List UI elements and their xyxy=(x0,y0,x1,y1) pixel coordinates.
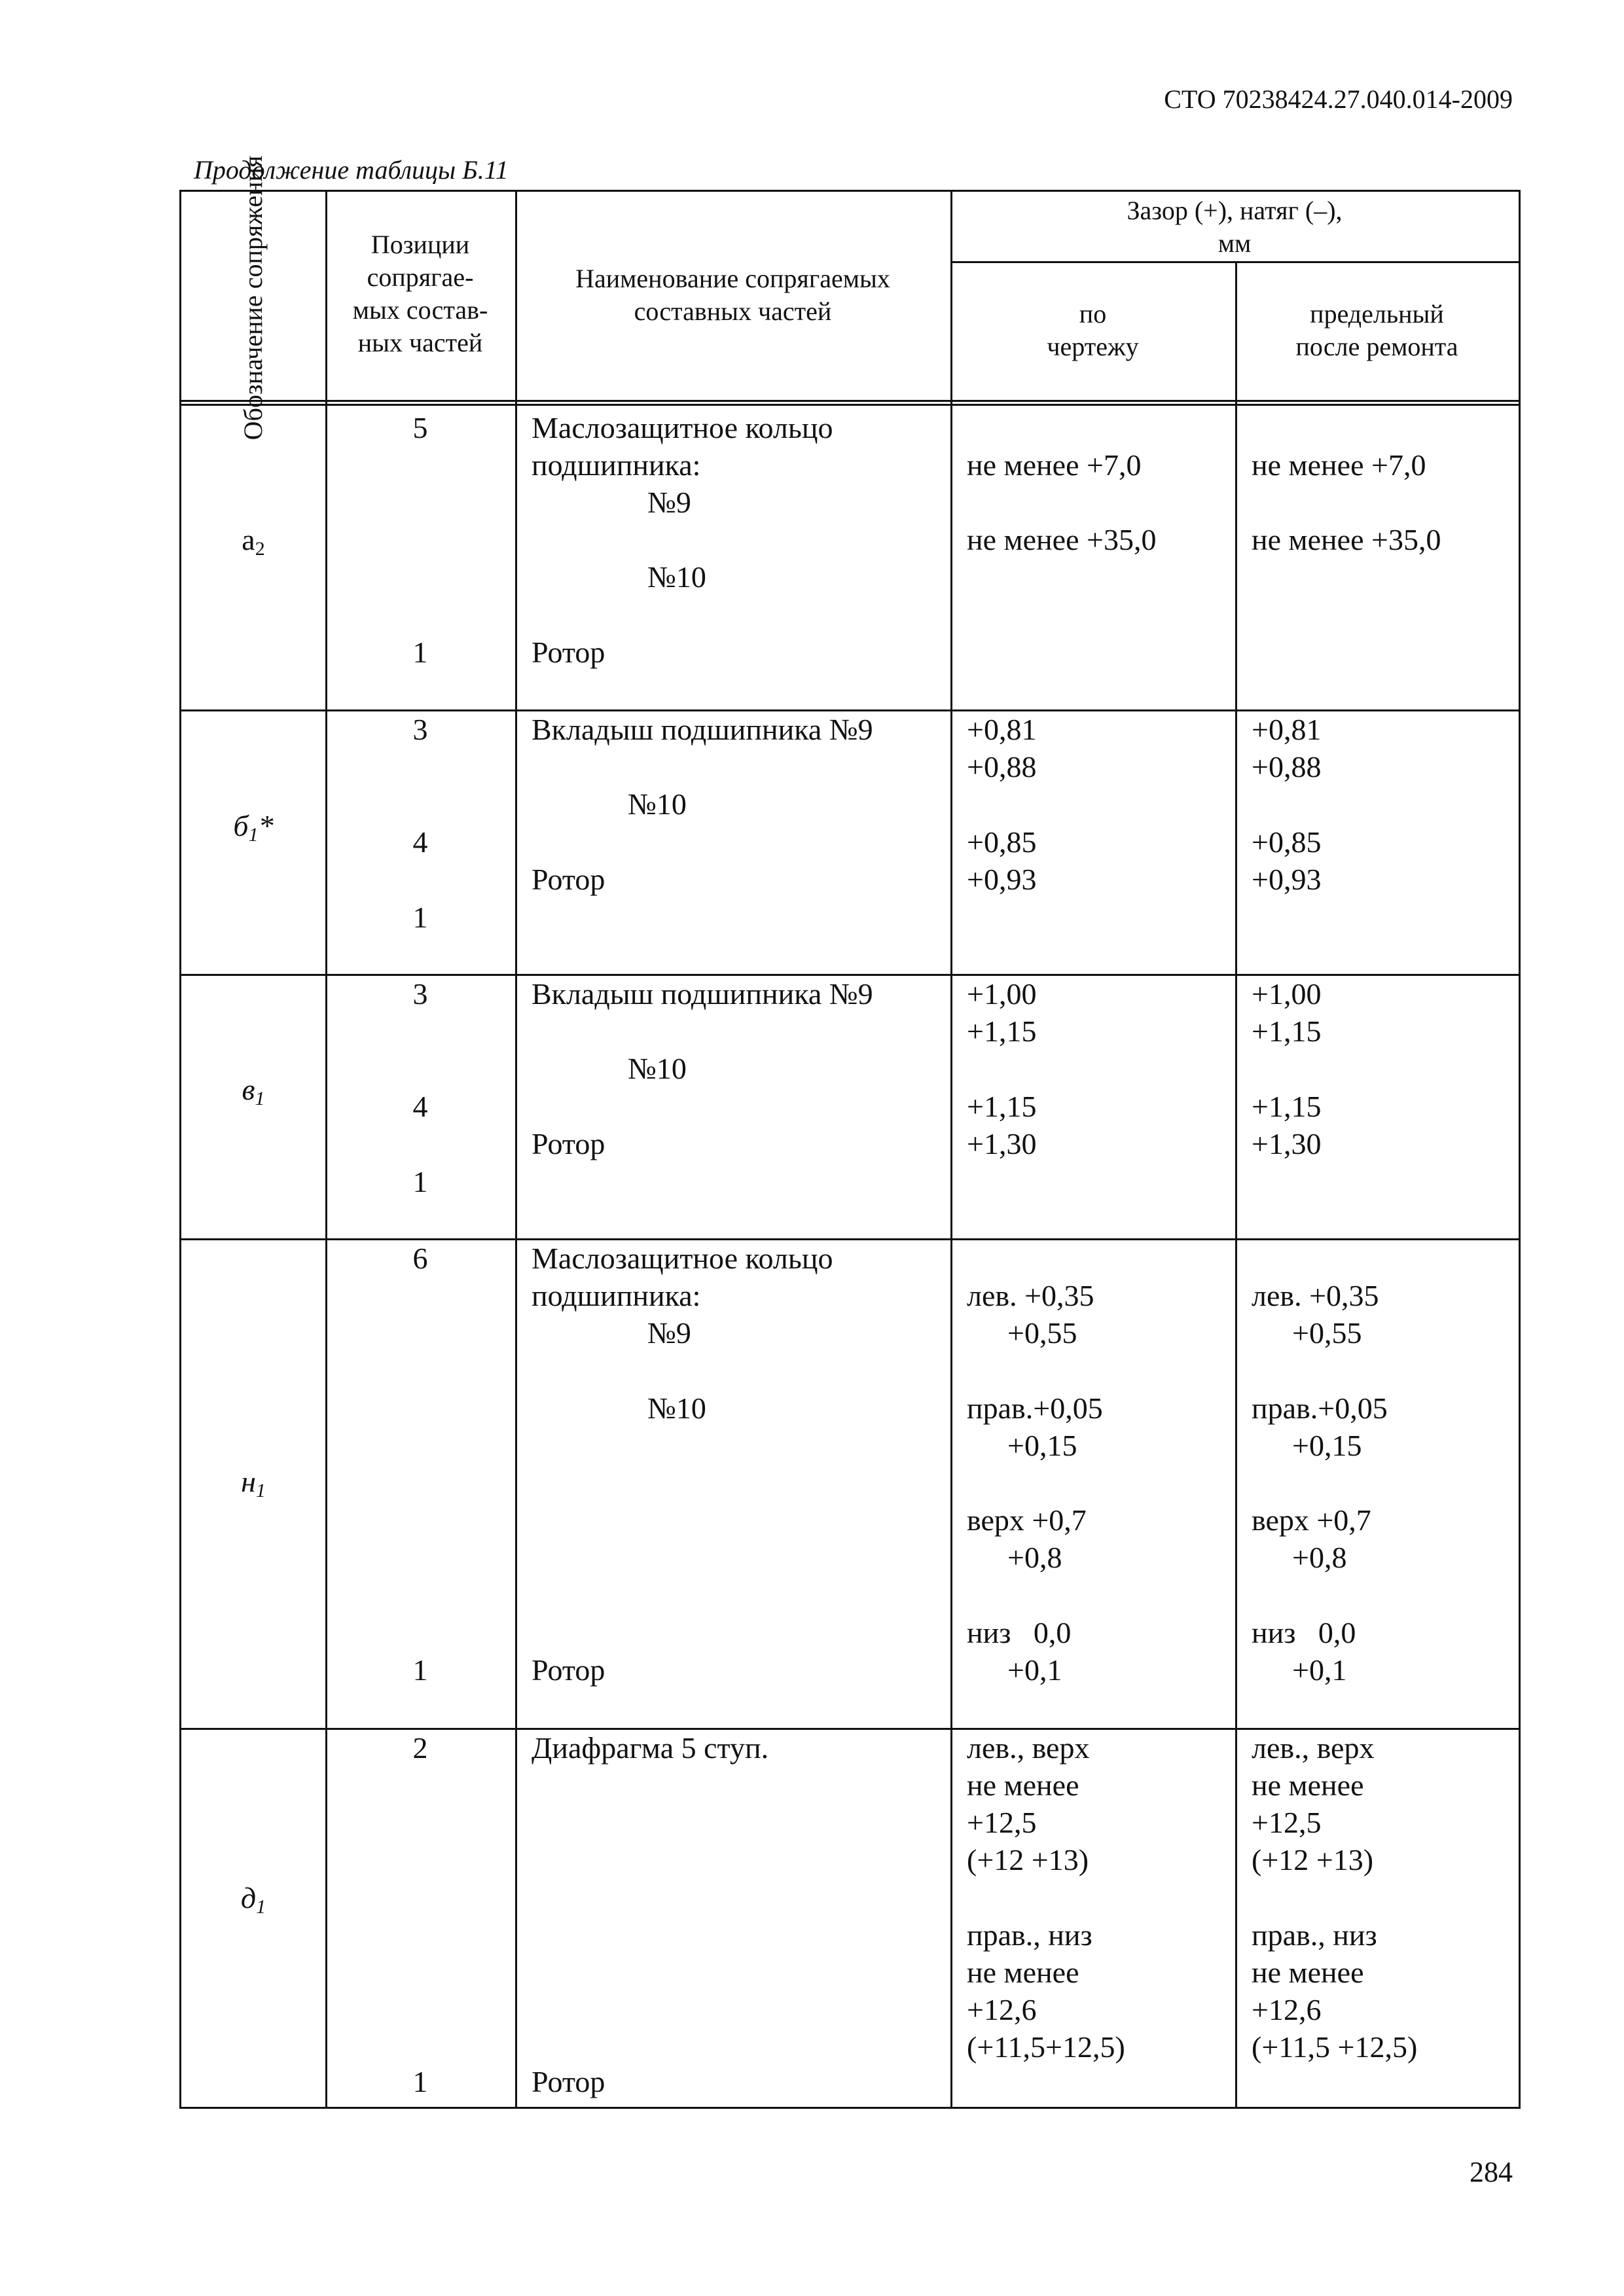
header-positions-line-4: ных частей xyxy=(357,328,483,357)
row-n1-limit-value: +0,1 xyxy=(1292,1653,1347,1687)
row-n1-name: Ротор xyxy=(532,1653,605,1687)
row-v1-name: Вкладыш подшипника №9 xyxy=(532,977,873,1011)
row-b1-drawing-value: +0,85 xyxy=(967,825,1037,859)
row-a2-position: 1 xyxy=(412,636,428,669)
row-v1-position: 4 xyxy=(412,1090,428,1123)
row-d1-limit-value: прав., низ xyxy=(1252,1918,1377,1952)
header-designation xyxy=(237,156,270,440)
row-d1-limit-value: (+11,5 +12,5) xyxy=(1252,2030,1418,2064)
row-a2-drawing-value: не менее +35,0 xyxy=(967,523,1157,556)
row-d1-name: Диафрагма 5 ступ. xyxy=(532,1731,769,1765)
row-v1-label xyxy=(242,1072,265,1110)
row-n1-label-index: 1 xyxy=(255,1480,266,1501)
row-n1-label xyxy=(241,1464,266,1502)
row-b1-name: Ротор xyxy=(532,863,605,896)
row-b1-limit-value: +0,85 xyxy=(1252,825,1322,859)
row-d1-position: 1 xyxy=(412,2065,428,2098)
header-positions-line-3: мых состав- xyxy=(352,295,488,325)
row-v1-limit-value: +1,30 xyxy=(1252,1127,1322,1160)
row-n1-drawing-value: верх +0,7 xyxy=(967,1503,1087,1537)
row-n1-limit-value: +0,15 xyxy=(1292,1429,1362,1462)
row-v1-position: 3 xyxy=(412,977,428,1011)
row-a2-name: Маслозащитное кольцо xyxy=(532,411,833,444)
row-d1-limit-value: не менее xyxy=(1252,1768,1364,1802)
row-d1-position: 2 xyxy=(412,1731,428,1765)
row-n1-limit-value: +0,8 xyxy=(1292,1541,1347,1574)
row-b1-label-asterisk: * xyxy=(258,809,274,842)
header-limit-after-repair xyxy=(1235,298,1519,363)
row-n1-name: №9 xyxy=(647,1316,691,1350)
row-n1-drawing-value: лев. +0,35 xyxy=(967,1279,1094,1312)
row-b1-limit-value: +0,81 xyxy=(1252,713,1322,746)
row-d1-drawing-value: лев., верх xyxy=(967,1731,1090,1765)
group-header-rule xyxy=(950,261,1519,263)
row-d1-name: Ротор xyxy=(532,2065,605,2098)
header-limit-line-1: предельный xyxy=(1310,299,1444,329)
row-n1-name: подшипника: xyxy=(532,1279,701,1312)
document-code: СТО 70238424.27.040.014-2009 xyxy=(1164,84,1513,114)
row-b1-label xyxy=(233,808,273,846)
col-divider-1 xyxy=(325,192,327,2107)
row-n1-limit-value: низ 0,0 xyxy=(1252,1616,1356,1649)
row-n1-drawing-value: +0,1 xyxy=(1007,1653,1062,1687)
row-b1-label-letter: б xyxy=(233,809,249,842)
table-caption: Продолжение таблицы Б.11 xyxy=(194,155,509,185)
row-a2-name: Ротор xyxy=(532,636,605,669)
row-b1-limit-value: +0,93 xyxy=(1252,863,1322,896)
row-b1-position: 3 xyxy=(412,713,428,746)
row-n1-drawing-value: низ 0,0 xyxy=(967,1616,1072,1649)
row-d1-drawing-value: +12,5 xyxy=(967,1806,1037,1839)
row-n1-name: №10 xyxy=(647,1391,706,1425)
header-clearance-line-1: Зазор (+), натяг (–), xyxy=(1127,196,1343,225)
row-n1-label-letter: н xyxy=(241,1465,256,1498)
row-n1-drawing-value: +0,15 xyxy=(1007,1429,1077,1462)
row-b1-position: 4 xyxy=(412,825,428,859)
row-d1-limit-value: (+12 +13) xyxy=(1252,1843,1374,1876)
header-part-names-line-2: составных частей xyxy=(634,296,832,326)
row-d1-drawing-value: +12,6 xyxy=(967,1993,1037,2026)
row-b1-drawing-value: +0,81 xyxy=(967,713,1037,746)
row-b1-position: 1 xyxy=(412,901,428,934)
header-positions-line-2: сопрягае- xyxy=(367,262,474,292)
row-a2-limit-value: не менее +35,0 xyxy=(1252,523,1441,556)
row-v1-drawing-value: +1,15 xyxy=(967,1090,1037,1123)
row-a2-position: 5 xyxy=(412,411,428,444)
row-v1-limit-value: +1,15 xyxy=(1252,1090,1322,1123)
row-d1-drawing-value: (+12 +13) xyxy=(967,1843,1089,1876)
row-b1-drawing-value: +0,93 xyxy=(967,863,1037,896)
row-d1-label xyxy=(241,1880,266,1918)
row-v1-drawing-value: +1,30 xyxy=(967,1127,1037,1160)
row-v1-limit-value: +1,15 xyxy=(1252,1014,1322,1048)
row-a2-name: подшипника: xyxy=(532,448,701,482)
row-n1-name: Маслозащитное кольцо xyxy=(532,1242,833,1275)
row-b1-label-index: 1 xyxy=(248,824,259,846)
col-divider-4 xyxy=(1235,261,1237,2107)
header-bottom-rule xyxy=(181,400,1519,406)
header-per-drawing-line-2: чертежу xyxy=(1047,332,1139,361)
row-v1-label-letter: в xyxy=(242,1073,255,1106)
header-clearance-group xyxy=(950,194,1519,260)
col-divider-3 xyxy=(950,192,952,2107)
row-a2-label-index: 2 xyxy=(255,538,265,560)
row-d1-drawing-value: (+11,5+12,5) xyxy=(967,2030,1125,2064)
header-designation-text: Обозначение сопряжения xyxy=(238,155,268,440)
header-per-drawing-line-1: по xyxy=(1079,299,1107,329)
row-d1-label-index: 1 xyxy=(256,1896,266,1918)
row-n1-drawing-value: +0,55 xyxy=(1007,1316,1077,1350)
row-n1-limit-value: лев. +0,35 xyxy=(1252,1279,1379,1312)
row-a2-name: №9 xyxy=(647,486,691,519)
header-limit-line-2: после ремонта xyxy=(1295,332,1458,361)
col-divider-2 xyxy=(515,192,517,2107)
row-v1-position: 1 xyxy=(412,1165,428,1198)
header-clearance-line-2: мм xyxy=(1218,228,1252,258)
header-part-names-line-1: Наименование сопрягаемых xyxy=(575,264,890,293)
row-n1-limit-value: верх +0,7 xyxy=(1252,1503,1371,1537)
header-positions-line-1: Позиции xyxy=(370,230,470,259)
header-part-names xyxy=(515,262,950,328)
row-a2-limit-value: не менее +7,0 xyxy=(1252,448,1426,482)
row-d1-drawing-value: не менее xyxy=(967,1956,1079,1989)
row-b1-name: Вкладыш подшипника №9 xyxy=(532,713,873,746)
row-v1-limit-value: +1,00 xyxy=(1252,977,1322,1011)
row-n1-position: 1 xyxy=(412,1653,428,1687)
row-v1-name: Ротор xyxy=(532,1127,605,1160)
row-d1-limit-value: +12,6 xyxy=(1252,1993,1322,2026)
row-d1-label-letter: д xyxy=(240,1881,257,1914)
row-n1-drawing-value: прав.+0,05 xyxy=(967,1391,1103,1425)
row-d1-drawing-value: не менее xyxy=(967,1768,1079,1802)
row-v1-drawing-value: +1,00 xyxy=(967,977,1037,1011)
row-d1-limit-value: лев., верх xyxy=(1252,1731,1375,1765)
row-d1-limit-value: +12,5 xyxy=(1252,1806,1322,1839)
row-a2-label-letter: а xyxy=(242,523,255,556)
row-b1-drawing-value: +0,88 xyxy=(967,750,1037,783)
row-b1-name: №10 xyxy=(628,787,687,821)
row-n1-limit-value: прав.+0,05 xyxy=(1252,1391,1388,1425)
row-n1-limit-value: +0,55 xyxy=(1292,1316,1362,1350)
row-n1-position: 6 xyxy=(412,1242,428,1275)
row-v1-label-index: 1 xyxy=(255,1088,265,1109)
row-a2-drawing-value: не менее +7,0 xyxy=(967,448,1142,482)
row-v1-drawing-value: +1,15 xyxy=(967,1014,1037,1048)
header-positions xyxy=(325,228,515,359)
row-a2-name: №10 xyxy=(647,560,706,594)
row-a2-label xyxy=(242,522,264,560)
row-v1-name: №10 xyxy=(628,1052,687,1085)
row-d1-limit-value: не менее xyxy=(1252,1956,1364,1989)
page-number: 284 xyxy=(1470,2156,1513,2188)
row-b1-limit-value: +0,88 xyxy=(1252,750,1322,783)
row-n1-drawing-value: +0,8 xyxy=(1007,1541,1062,1574)
row-d1-drawing-value: прав., низ xyxy=(967,1918,1092,1952)
header-per-drawing xyxy=(950,298,1235,363)
